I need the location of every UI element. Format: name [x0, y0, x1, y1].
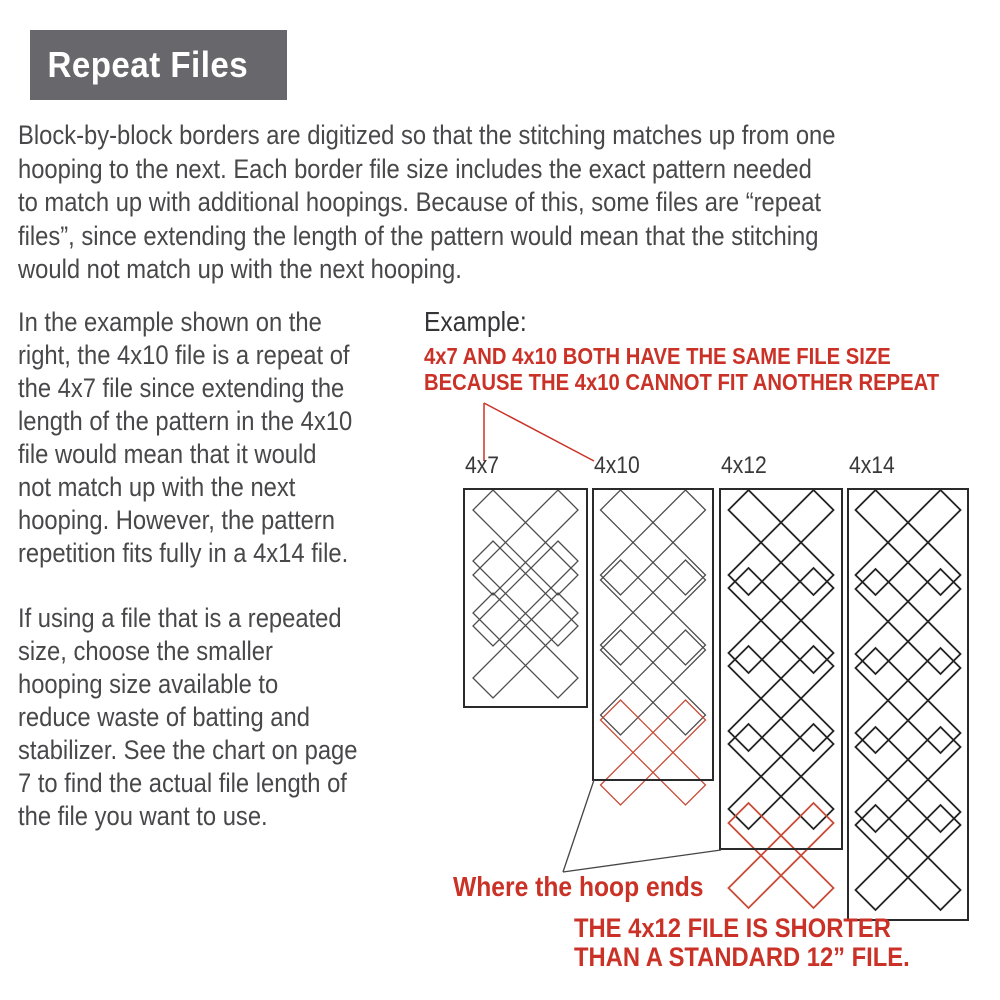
text-line: hooping size available to	[18, 669, 279, 699]
leader-line	[563, 850, 721, 872]
text-line: right, the 4x10 file is a repeat of	[18, 340, 350, 370]
pattern-band	[473, 541, 578, 646]
pattern-band-overflow	[729, 803, 834, 908]
pattern-band	[473, 541, 578, 646]
pattern-band	[729, 724, 834, 829]
leader-line	[563, 780, 594, 872]
hoop-label-4x10: 4x10	[594, 452, 640, 479]
pattern-band	[473, 593, 578, 698]
page-title: Repeat Files	[47, 44, 249, 85]
pattern-band	[856, 805, 961, 910]
text-line: size, choose the smaller	[18, 636, 273, 666]
text-line: stabilizer. See the chart on page	[18, 735, 358, 765]
text-line: If using a file that is a repeated	[18, 603, 342, 633]
text-line: 7 to find the actual file length of	[18, 768, 347, 798]
pattern-band	[856, 648, 961, 753]
text-line: hooping. However, the pattern	[18, 505, 336, 535]
pattern-band	[601, 630, 706, 735]
text-line: file would mean that it would	[18, 439, 317, 469]
hoop-label-4x14: 4x14	[849, 452, 895, 479]
text-line: BECAUSE THE 4x10 CANNOT FIT ANOTHER REPEAT	[424, 368, 940, 395]
text-line: Block-by-block borders are digitized so that the stitching matches up from one	[18, 120, 836, 150]
pattern-band	[856, 727, 961, 832]
pattern-band	[473, 593, 578, 698]
example-heading: Example:	[424, 306, 527, 337]
pattern-band	[729, 646, 834, 751]
pattern-band	[601, 560, 706, 665]
text-line: THE 4x12 FILE IS SHORTER	[574, 913, 891, 943]
pattern-band	[601, 490, 706, 595]
pattern-band	[729, 646, 834, 751]
pattern-band	[856, 569, 961, 674]
text-line: the 4x7 file since extending the	[18, 373, 345, 403]
hoop-box-4x14	[848, 489, 968, 920]
hoop-end-annotation: Where the hoop ends	[453, 871, 704, 902]
pattern-band-overflow	[729, 803, 834, 908]
hoop-label-4x12: 4x12	[721, 452, 767, 479]
text-line: to match up with additional hoopings. Because of this, some files are “repeat	[18, 187, 822, 217]
hoop-box-4x12	[720, 489, 842, 849]
pattern-band	[601, 630, 706, 735]
text-line: reduce waste of batting and	[18, 702, 310, 732]
text-line: In the example shown on the	[18, 307, 322, 337]
pattern-band	[473, 490, 578, 595]
pattern-band	[856, 648, 961, 753]
text-line: files”, since extending the length of the pattern would mean that the stitching	[18, 220, 819, 251]
text-line: length of the pattern in the 4x10	[18, 406, 353, 436]
pattern-band	[601, 560, 706, 665]
pattern-band	[856, 805, 961, 910]
pattern-band	[729, 490, 834, 595]
pattern-band	[856, 569, 961, 674]
pattern-band	[473, 490, 578, 595]
pattern-band	[856, 490, 961, 595]
pattern-band	[729, 568, 834, 673]
text-line: not match up with the next	[18, 472, 296, 502]
text-line: THAN A STANDARD 12” FILE.	[574, 941, 910, 972]
pattern-band-overflow	[601, 700, 706, 805]
pattern-band	[729, 568, 834, 673]
pattern-band	[729, 490, 834, 595]
text-line: the file you want to use.	[18, 801, 268, 831]
text-line: repetition fits fully in a 4x14 file.	[18, 538, 349, 568]
pattern-band	[856, 490, 961, 595]
pointer-line-right	[484, 403, 594, 461]
hoop-label-4x7: 4x7	[465, 452, 500, 479]
text-line: 4x7 AND 4x10 BOTH HAVE THE SAME FILE SIZE	[424, 343, 891, 369]
pattern-band	[729, 724, 834, 829]
bottom-note-annotation	[574, 914, 910, 971]
pattern-band-overflow	[601, 700, 706, 805]
pattern-band	[601, 490, 706, 595]
text-line: hooping to the next. Each border file size includes the exact pattern needed	[18, 153, 812, 184]
pattern-band	[856, 727, 961, 832]
text-line: would not match up with the next hooping.	[18, 254, 462, 284]
